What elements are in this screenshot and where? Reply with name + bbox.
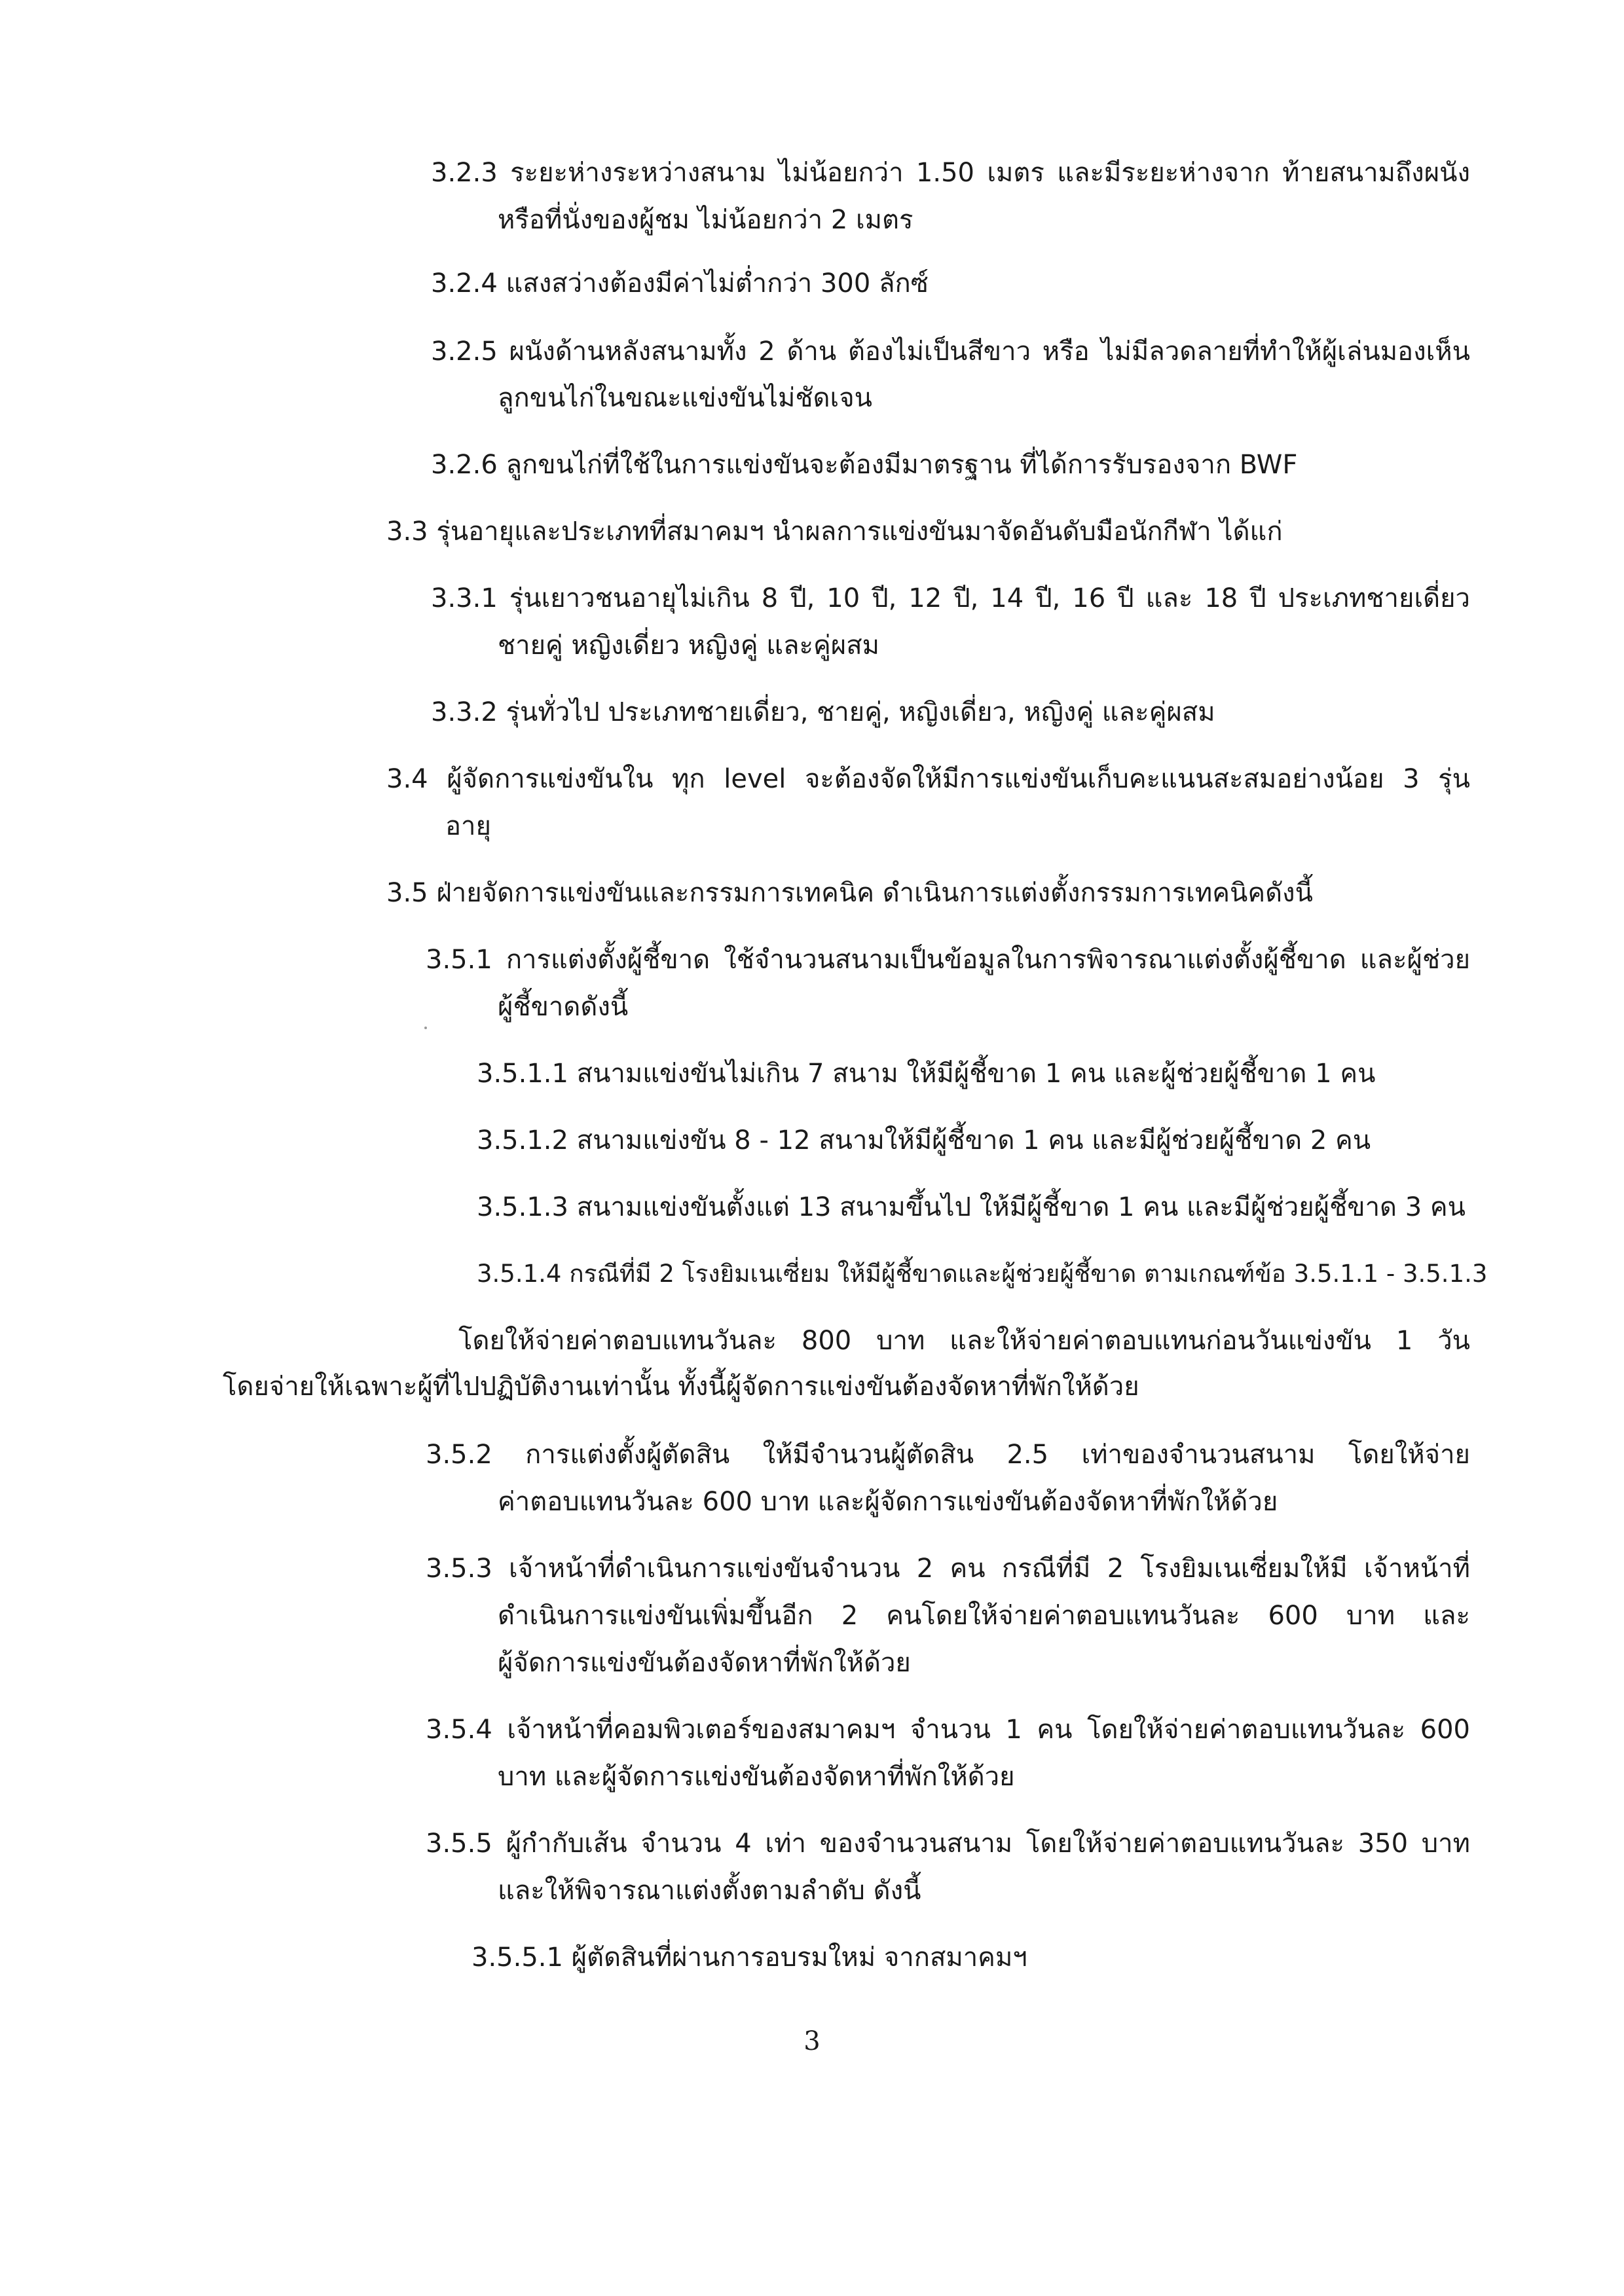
item-3-2-6: 3.2.6 ลูกขนไก่ที่ใช้ในการแข่งขันจะต้องมีมาตรฐาน ที่ได้การรับรองจาก BWF <box>431 450 1298 480</box>
item-3-5-5-1: 3.5.5.1 ผู้ตัดสินที่ผ่านการอบรมใหม่ จากสมาคมฯ <box>471 1942 1027 1973</box>
item-3-5-4-line-2: บาท และผู้จัดการแข่งขันต้องจัดหาที่พักให้ด้วย <box>498 1762 1015 1792</box>
item-3-5-1-4: 3.5.1.4 กรณีที่มี 2 โรงยิมเนเซี่ยม ให้มีผู้ชี้ขาดและผู้ช่วยผู้ชี้ขาด ตามเกณฑ์ข้อ 3.5.1.1 - 3.5.1.3 <box>477 1260 1488 1288</box>
item-3-5: 3.5 ฝ่ายจัดการแข่งขันและกรรมการเทคนิค ดำเนินการแต่งตั้งกรรมการเทคนิคดังนี้ <box>386 878 1313 908</box>
item-3-5-1-2: 3.5.1.2 สนามแข่งขัน 8 - 12 สนามให้มีผู้ชี้ขาด 1 คน และมีผู้ช่วยผู้ชี้ขาด 2 คน <box>477 1125 1371 1156</box>
item-3-3-2: 3.3.2 รุ่นทั่วไป ประเภทชายเดี่ยว, ชายคู่, หญิงเดี่ยว, หญิงคู่ และคู่ผสม <box>431 697 1215 727</box>
item-3-3-1-line-2: ชายคู่ หญิงเดี่ยว หญิงคู่ และคู่ผสม <box>498 630 879 661</box>
payment-paragraph-line-1: โดยให้จ่ายค่าตอบแทนวันละ 800 บาท และให้จ่ายค่าตอบแทนก่อนวันแข่งขัน 1 วัน <box>458 1326 1470 1356</box>
item-3-2-3-line-1: 3.2.3 ระยะห่างระหว่างสนาม ไม่น้อยกว่า 1.50 เมตร และมีระยะห่างจาก ท้ายสนามถึงผนัง <box>431 158 1470 188</box>
item-3-2-3-line-2: หรือที่นั่งของผู้ชม ไม่น้อยกว่า 2 เมตร <box>498 205 913 235</box>
item-3-5-5-line-1: 3.5.5 ผู้กำกับเส้น จำนวน 4 เท่า ของจำนวนสนาม โดยให้จ่ายค่าตอบแทนวันละ 350 บาท <box>426 1829 1470 1859</box>
item-3-5-1-3: 3.5.1.3 สนามแข่งขันตั้งแต่ 13 สนามขึ้นไป ให้มีผู้ชี้ขาด 1 คน และมีผู้ช่วยผู้ชี้ขาด 3 คน <box>477 1192 1466 1222</box>
item-3-5-4-line-1: 3.5.4 เจ้าหน้าที่คอมพิวเตอร์ของสมาคมฯ จำนวน 1 คน โดยให้จ่ายค่าตอบแทนวันละ 600 <box>426 1715 1470 1745</box>
payment-paragraph-line-2: โดยจ่ายให้เฉพาะผู้ที่ไปปฏิบัติงานเท่านั้น ทั้งนี้ผู้จัดการแข่งขันต้องจัดหาที่พักให้ด้วย <box>223 1372 1139 1402</box>
item-3-2-4: 3.2.4 แสงสว่างต้องมีค่าไม่ต่ำกว่า 300 ลักซ์ <box>431 268 929 299</box>
item-3-2-5-line-1: 3.2.5 ผนังด้านหลังสนามทั้ง 2 ด้าน ต้องไม่เป็นสีขาว หรือ ไม่มีลวดลายที่ทำให้ผู้เล่นมองเห็น <box>431 337 1470 367</box>
item-3-4-line-1: 3.4 ผู้จัดการแข่งขันใน ทุก level จะต้องจัดให้มีการแข่งขันเก็บคะแนนสะสมอย่างน้อย 3 รุ่น <box>386 764 1470 794</box>
item-3-5-2-line-2: ค่าตอบแทนวันละ 600 บาท และผู้จัดการแข่งขันต้องจัดหาที่พักให้ด้วย <box>498 1487 1278 1517</box>
item-3-4-line-2: อายุ <box>445 811 491 841</box>
item-3-5-1-line-1: 3.5.1 การแต่งตั้งผู้ชี้ขาด ใช้จำนวนสนามเป็นข้อมูลในการพิจารณาแต่งตั้งผู้ชี้ขาด และผู้ช่วย <box>426 945 1470 975</box>
item-3-5-3-line-1: 3.5.3 เจ้าหน้าที่ดำเนินการแข่งขันจำนวน 2 คน กรณีที่มี 2 โรงยิมเนเซี่ยมให้มี เจ้าหน้าที่ <box>426 1554 1470 1584</box>
page-number: 3 <box>803 2026 821 2056</box>
scan-speck <box>424 1027 427 1029</box>
item-3-3-1-line-1: 3.3.1 รุ่นเยาวชนอายุไม่เกิน 8 ปี, 10 ปี, 12 ปี, 14 ปี, 16 ปี และ 18 ปี ประเภทชายเดี่ยว <box>431 583 1470 613</box>
item-3-3: 3.3 รุ่นอายุและประเภทที่สมาคมฯ นำผลการแข่งขันมาจัดอันดับมือนักกีฬา ได้แก่ <box>386 517 1283 547</box>
item-3-5-3-line-2: ดำเนินการแข่งขันเพิ่มขึ้นอีก 2 คนโดยให้จ่ายค่าตอบแทนวันละ 600 บาท และ <box>498 1601 1470 1631</box>
item-3-2-5-line-2: ลูกขนไก่ในขณะแข่งขันไม่ชัดเจน <box>498 383 872 413</box>
item-3-5-3-line-3: ผู้จัดการแข่งขันต้องจัดหาที่พักให้ด้วย <box>498 1648 911 1678</box>
item-3-5-1-1: 3.5.1.1 สนามแข่งขันไม่เกิน 7 สนาม ให้มีผู้ชี้ขาด 1 คน และผู้ช่วยผู้ชี้ขาด 1 คน <box>477 1059 1376 1089</box>
item-3-5-1-line-2: ผู้ชี้ขาดดังนี้ <box>498 992 629 1022</box>
item-3-5-5-line-2: และให้พิจารณาแต่งตั้งตามลำดับ ดังนี้ <box>498 1876 921 1906</box>
item-3-5-2-line-1: 3.5.2 การแต่งตั้งผู้ตัดสิน ให้มีจำนวนผู้ตัดสิน 2.5 เท่าของจำนวนสนาม โดยให้จ่าย <box>426 1440 1470 1470</box>
